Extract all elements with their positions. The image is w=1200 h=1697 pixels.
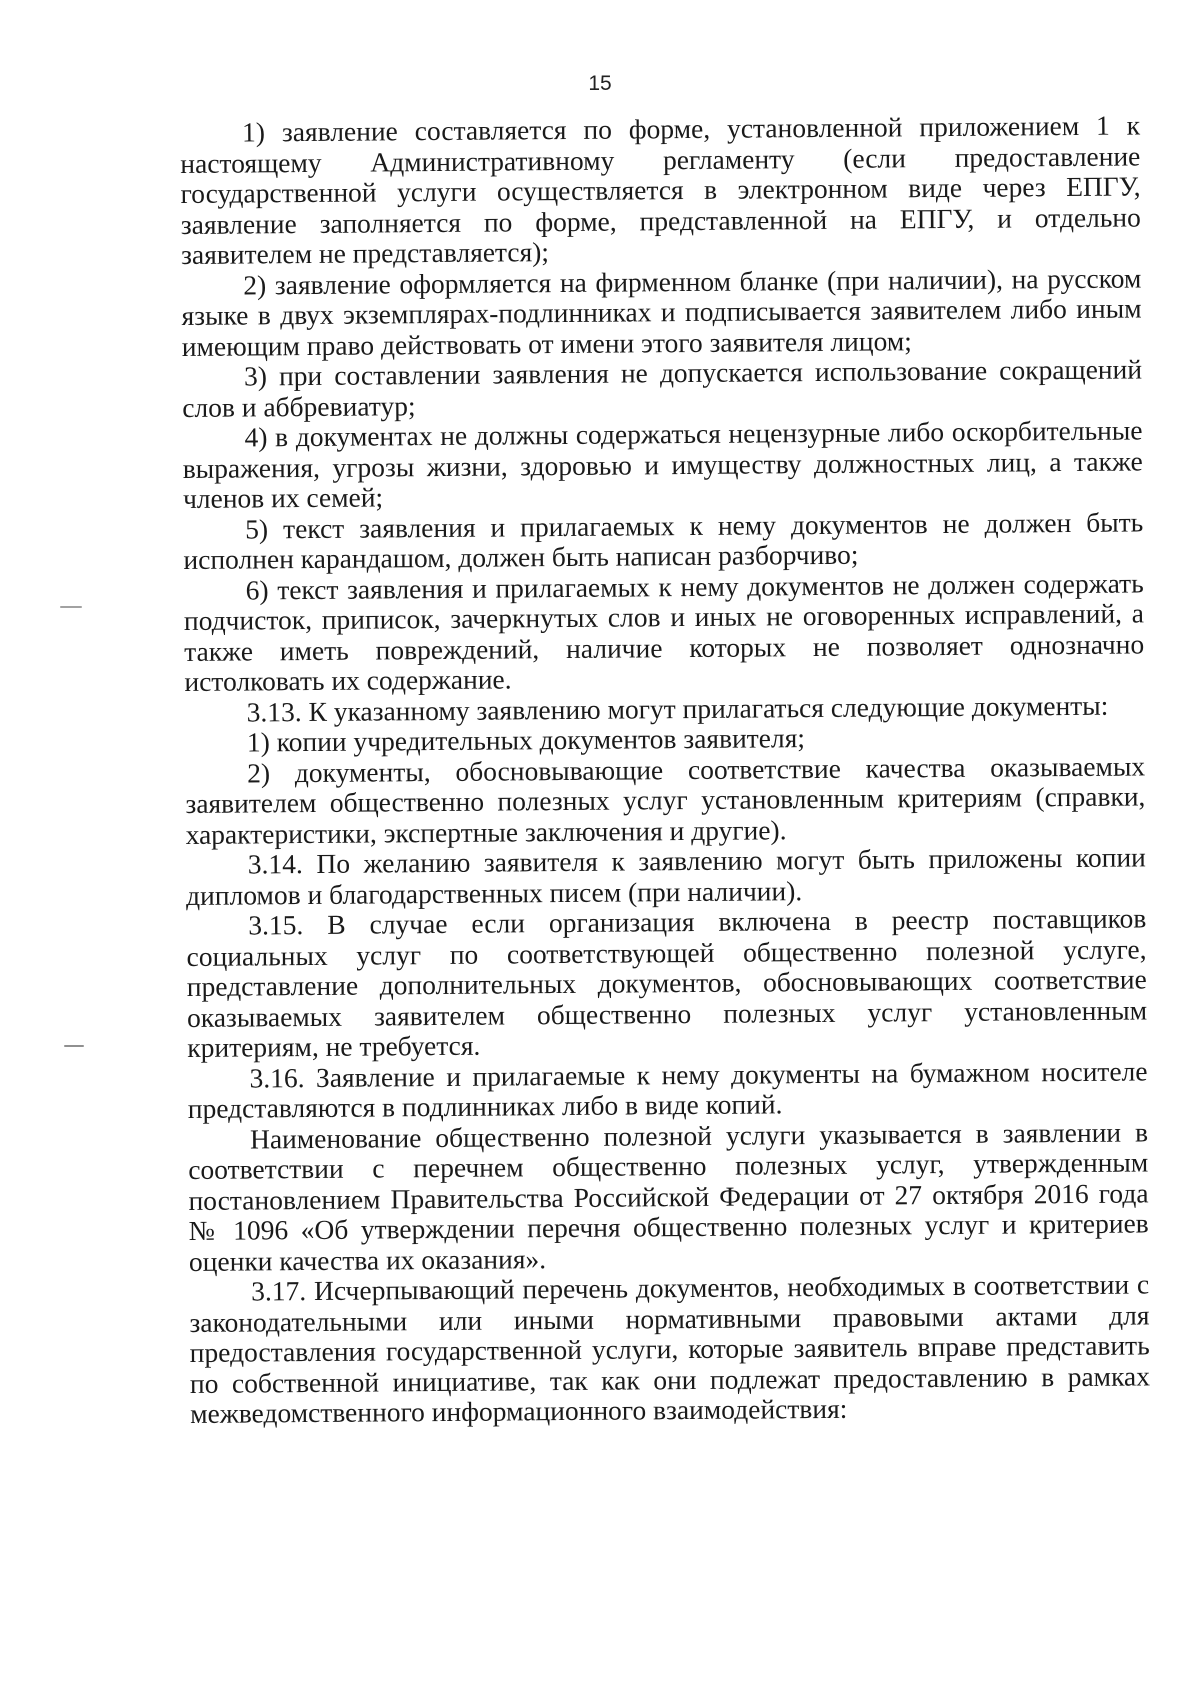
paragraph-item-6: 6) текст заявления и прилагаемых к нему документов не должен содержать подчисток, приписок, зачеркнутых слов и иных не оговоренных исправлений, а также иметь повреждений, наличие которых не позволяет однозначно истолковать их содержание. [183, 566, 1145, 697]
paragraph-section-3-15: 3.15. В случае если организация включена в реестр поставщиков социальных услуг по соответствующей общественно полезной услуге, представление дополнительных документов, обосновывающих соответствие оказываемых заявителем общественно полезных услуг установленным критериям, не требуется. [186, 902, 1148, 1063]
paragraph-item-1: 1) заявление составляется по форме, установленной приложением 1 к настоящему Административному регламенту (если предоставление государственной услуги осуществляется в электронном виде через ЕПГУ, заявление заполняется по форме, представленной на ЕПГУ, и отдельно заявителем не представляется); [180, 109, 1141, 270]
paragraph-section-3-13: 3.13. К указанному заявлению могут прилагаться следующие документы: [246, 689, 1109, 727]
paragraph-section-3-14: 3.14. По желанию заявителя к заявлению могут быть приложены копии дипломов и благодарственных писем (при наличии). [185, 841, 1146, 911]
paragraph-item-3: 3) при составлении заявления не допускается использование сокращений слов и аббревиатур; [182, 353, 1143, 423]
paragraph-item-4: 4) в документах не должны содержаться нецензурные либо оскорбительные выражения, угрозы жизни, здоровью и имуществу должностных лиц, а также членов их семей; [182, 414, 1143, 514]
paragraph-3-13-item-1: 1) копии учредительных документов заявителя; [246, 722, 806, 758]
paragraph-3-13-item-2: 2) документы, обосновывающие соответствие качества оказываемых заявителем общественно полезных услуг установленным критериям (справки, характеристики, экспертные заключения и другие). [185, 749, 1146, 850]
page-number: 15 [588, 72, 612, 95]
paragraph-item-2: 2) заявление оформляется на фирменном бланке (при наличии), на русском языке в двух экземплярах-подлинниках и подписывается заявителем либо иным имеющим право действовать от имени этого заявителя лицом; [181, 261, 1142, 362]
paragraph-service-name: Наименование общественно полезной услуги указывается в заявлении в соответствии с перечнем общественно полезных услуг, утвержденным постановлением Правительства Российской Федерации от 27 октября 2016 года № 1096 «Об утверждении перечня общественно полезных услуг и критериев оценки качества их оказания». [188, 1115, 1149, 1277]
paragraph-section-3-16: 3.16. Заявление и прилагаемые к нему документы на бумажном носителе представляются в подлинниках либо в виде копий. [187, 1054, 1148, 1124]
scan-artifact-mark [64, 1045, 84, 1047]
paragraph-section-3-17: 3.17. Исчерпывающий перечень документов, необходимых в соответствии с законодательными или иными нормативными правовыми актами для предоставления государственной услуги, которые заявитель вправе представить по собственной инициативе, так как они подлежат предоставлению в рамках межведомственного информационного взаимодействия: [189, 1268, 1151, 1429]
document-body [180, 110, 1150, 1429]
paragraph-item-5: 5) текст заявления и прилагаемых к нему документов не должен быть исполнен карандашом, должен быть написан разборчиво; [183, 505, 1144, 575]
scan-artifact-mark [60, 606, 82, 608]
